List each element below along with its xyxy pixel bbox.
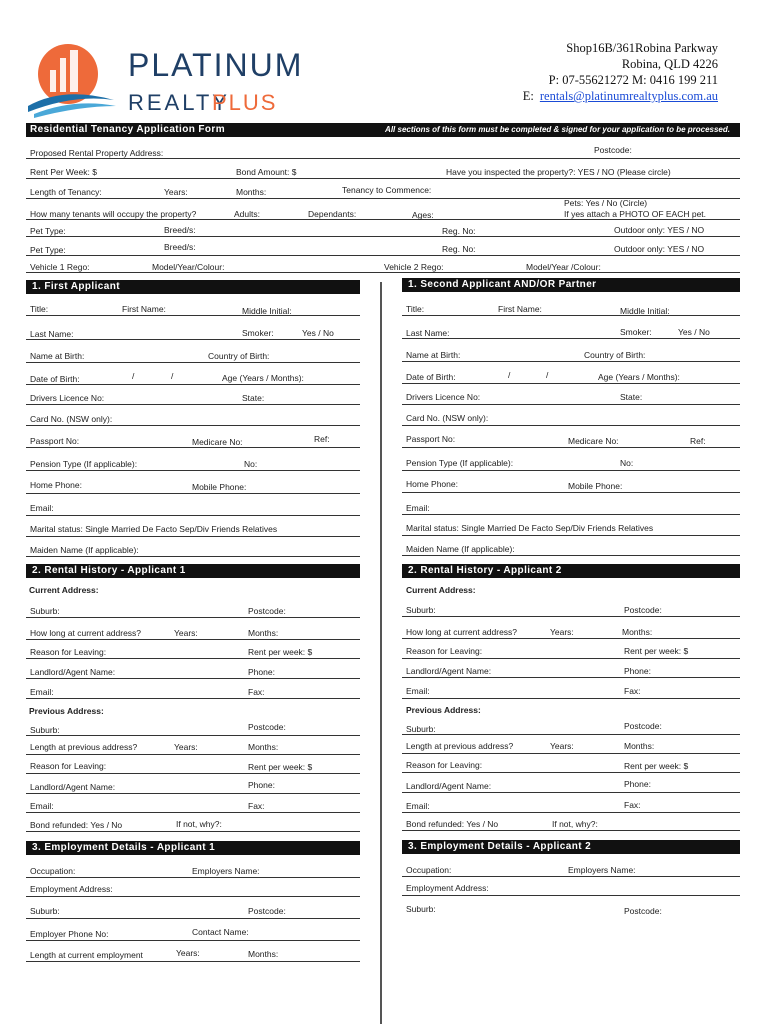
a2-medicare-label: Medicare No: — [568, 436, 619, 446]
a2-home-phone-label: Home Phone: — [406, 479, 458, 489]
a2-dob-slash: / — [508, 370, 511, 380]
a1-first-name-label: First Name: — [122, 304, 166, 314]
tenants-label: How many tenants will occupy the property? — [30, 209, 197, 219]
a1-email-label: Email: — [30, 503, 54, 513]
r1-prev-email-row[interactable] — [26, 799, 360, 813]
r1-email-row[interactable] — [26, 685, 360, 699]
e1-occupation-label: Occupation: — [30, 866, 76, 876]
r2-reason-row[interactable] — [402, 645, 740, 659]
r2-prev-years-label: Years: — [550, 741, 574, 751]
a2-state-label: State: — [620, 392, 643, 402]
a1-name-row[interactable] — [26, 302, 360, 316]
r1-prev-reason-label: Reason for Leaving: — [30, 761, 107, 771]
employment-1-heading — [26, 841, 360, 855]
a1-last-name-row[interactable] — [26, 326, 360, 340]
r2-prev-fax-label: Fax: — [624, 800, 641, 810]
r1-agent-row[interactable] — [26, 665, 360, 679]
a2-licence-row[interactable] — [402, 391, 740, 405]
r1-years-label: Years: — [174, 628, 198, 638]
property-postcode-label: Postcode: — [594, 145, 632, 155]
commence-label: Tenancy to Commence: — [342, 185, 432, 195]
r1-prev-length-row[interactable] — [26, 741, 360, 755]
breeds-label: Breed/s: — [164, 225, 196, 235]
a2-smoker-yes-no: Yes / No — [678, 327, 710, 337]
dependants-label: Dependants: — [308, 209, 357, 219]
r2-prev-suburb-row[interactable] — [402, 721, 740, 735]
r1-prev-months-label: Months: — [248, 742, 279, 752]
address-line-2: Robina, QLD 4226 — [621, 57, 718, 71]
rental-history-1-heading — [26, 564, 360, 578]
a1-licence-label: Drivers Licence No: — [30, 393, 105, 403]
e1-length-row[interactable] — [26, 948, 360, 962]
first-applicant-heading — [26, 280, 360, 294]
inspected-label: Have you inspected the property?: YES / NO (Please circle) — [446, 167, 671, 177]
address-line-1: Shop16B/361Robina Parkway — [566, 41, 718, 55]
r1-phone-label: Phone: — [248, 667, 275, 677]
e2-employer-label: Employers Name: — [568, 865, 636, 875]
a2-phone-row[interactable] — [402, 479, 740, 493]
vehicle1-label: Vehicle 1 Rego: — [30, 262, 90, 272]
a2-passport-row[interactable] — [402, 434, 740, 448]
employment-2-title: 3. Employment Details - Applicant 2 — [408, 841, 592, 852]
reg-no-label: Reg. No: — [442, 244, 476, 254]
r1-how-long-row[interactable] — [26, 626, 360, 640]
a1-smoker-yes-no: Yes / No — [302, 328, 334, 338]
reg-no-label: Reg. No: — [442, 226, 476, 236]
r2-why-label: If not, why?: — [552, 819, 598, 829]
rental-history-1-title: 2. Rental History - Applicant 1 — [32, 565, 186, 576]
contact-block — [523, 40, 718, 104]
r1-suburb-row[interactable] — [26, 604, 360, 618]
r2-years-label: Years: — [550, 627, 574, 637]
a2-card-row[interactable] — [402, 412, 740, 426]
pet-1-row[interactable] — [26, 223, 740, 237]
r2-bond-row[interactable] — [402, 817, 740, 831]
e1-address-label: Employment Address: — [30, 884, 113, 894]
r1-suburb-label: Suburb: — [30, 606, 60, 616]
a2-ref-label: Ref: — [690, 436, 706, 446]
r2-agent-row[interactable] — [402, 664, 740, 678]
r2-prev-postcode-label: Postcode: — [624, 721, 662, 731]
r1-prev-agent-row[interactable] — [26, 780, 360, 794]
months-label: Months: — [236, 187, 267, 197]
r2-bond-label: Bond refunded: Yes / No — [406, 819, 499, 829]
a2-email-label: Email: — [406, 503, 430, 513]
a2-last-name-row[interactable] — [402, 325, 740, 339]
vehicle-row[interactable] — [26, 259, 740, 273]
column-divider — [380, 282, 382, 1024]
e1-suburb-row[interactable] — [26, 905, 360, 919]
r2-suburb-label: Suburb: — [406, 605, 436, 615]
logo-word-realty: REALTY — [128, 90, 230, 115]
property-address-label: Proposed Rental Property Address: — [30, 148, 164, 158]
a2-maiden-row[interactable] — [402, 542, 740, 556]
a1-birth-name-label: Name at Birth: — [30, 351, 85, 361]
a1-pension-label: Pension Type (If applicable): — [30, 459, 138, 469]
r2-postcode-label: Postcode: — [624, 605, 662, 615]
a2-title-label: Title: — [406, 304, 425, 314]
a1-phone-row[interactable] — [26, 480, 360, 494]
a2-dob-slash: / — [546, 370, 549, 380]
adults-label: Adults: — [234, 209, 260, 219]
a1-country-label: Country of Birth: — [208, 351, 270, 361]
r2-prev-months-label: Months: — [624, 741, 655, 751]
r2-how-long-row[interactable] — [402, 625, 740, 639]
r1-prev-fax-label: Fax: — [248, 801, 265, 811]
r2-previous-address-heading: Previous Address: — [406, 705, 481, 715]
r1-prev-phone-label: Phone: — [248, 780, 275, 790]
rental-history-2-title: 2. Rental History - Applicant 2 — [408, 565, 562, 576]
a1-pension-row[interactable] — [26, 457, 360, 471]
a1-pension-no-label: No: — [244, 459, 258, 469]
a1-title-label: Title: — [30, 304, 49, 314]
r2-rent-label: Rent per week: $ — [624, 646, 689, 656]
r1-fax-label: Fax: — [248, 687, 265, 697]
r1-postcode-label: Postcode: — [248, 606, 286, 616]
a2-middle-label: Middle Initial: — [620, 306, 670, 316]
tenants-row[interactable] — [26, 198, 740, 220]
a1-card-row[interactable] — [26, 412, 360, 426]
a1-dob-row[interactable] — [26, 371, 360, 385]
rent-label: Rent Per Week: $ — [30, 167, 97, 177]
r2-prev-email-label: Email: — [406, 801, 430, 811]
r1-previous-address-heading: Previous Address: — [29, 706, 104, 716]
a1-home-phone-label: Home Phone: — [30, 480, 82, 490]
r2-prev-agent-label: Landlord/Agent Name: — [406, 781, 492, 791]
r2-prev-reason-row[interactable] — [402, 759, 740, 773]
r2-reason-label: Reason for Leaving: — [406, 646, 483, 656]
e1-phone-row[interactable] — [26, 927, 360, 941]
ages-label: Ages: — [412, 210, 434, 220]
r1-prev-suburb-row[interactable] — [26, 722, 360, 736]
a2-last-name-label: Last Name: — [406, 328, 450, 338]
platinum-realty-logo — [24, 40, 304, 122]
a2-dob-row[interactable] — [402, 370, 740, 384]
second-applicant-heading — [402, 278, 740, 292]
a1-passport-label: Passport No: — [30, 436, 80, 446]
a2-pension-row[interactable] — [402, 457, 740, 471]
e2-address-row[interactable] — [402, 882, 740, 896]
r2-prev-agent-row[interactable] — [402, 779, 740, 793]
phone-line: P: 07-55621272 M: 0416 199 211 — [548, 73, 718, 87]
rent-bond-row[interactable] — [26, 165, 740, 179]
r2-prev-length-label: Length at previous address? — [406, 741, 514, 751]
a2-maiden-label: Maiden Name (If applicable): — [406, 544, 515, 554]
r2-prev-reason-label: Reason for Leaving: — [406, 760, 483, 770]
a2-marital-label: Marital status: Single Married De Facto Sep/Div Friends Relatives — [406, 523, 654, 533]
a2-licence-label: Drivers Licence No: — [406, 392, 481, 402]
a1-mobile-label: Mobile Phone: — [192, 482, 247, 492]
e1-employer-label: Employers Name: — [192, 866, 260, 876]
a1-email-row[interactable] — [26, 502, 360, 516]
email-link[interactable]: rentals@platinumrealtyplus.com.au — [539, 89, 718, 103]
r2-current-address-heading: Current Address: — [406, 585, 476, 595]
r1-prev-reason-row[interactable] — [26, 760, 360, 774]
a1-dob-slash: / — [171, 371, 174, 381]
form-title: Residential Tenancy Application Form — [30, 124, 225, 135]
r1-why-label: If not, why?: — [176, 819, 222, 829]
r2-prev-phone-label: Phone: — [624, 779, 651, 789]
e2-occupation-row[interactable] — [402, 863, 740, 877]
a1-medicare-label: Medicare No: — [192, 437, 243, 447]
a2-passport-label: Passport No: — [406, 434, 456, 444]
a2-birth-name-label: Name at Birth: — [406, 350, 461, 360]
r1-reason-row[interactable] — [26, 645, 360, 659]
pet-2-row[interactable] — [26, 242, 740, 256]
r1-prev-rent-label: Rent per week: $ — [248, 762, 313, 772]
r2-months-label: Months: — [622, 627, 653, 637]
logo-word-plus: PLUS — [212, 90, 278, 115]
tenancy-length-row[interactable] — [26, 185, 740, 199]
a2-email-row[interactable] — [402, 501, 740, 515]
r1-how-long-label: How long at current address? — [30, 628, 142, 638]
e1-length-label: Length at current employment — [30, 950, 143, 960]
form-title-bar — [26, 123, 740, 137]
a1-smoker-label: Smoker: — [242, 328, 274, 338]
a1-maiden-row[interactable] — [26, 543, 360, 557]
a1-age-label: Age (Years / Months): — [222, 373, 304, 383]
e1-suburb-label: Suburb: — [30, 906, 60, 916]
a1-passport-row[interactable] — [26, 434, 360, 448]
a2-marital-row[interactable] — [402, 522, 740, 536]
e1-phone-label: Employer Phone No: — [30, 929, 109, 939]
a1-dob-slash: / — [132, 371, 135, 381]
r1-reason-label: Reason for Leaving: — [30, 647, 107, 657]
email-line — [523, 88, 718, 104]
r1-rent-label: Rent per week: $ — [248, 647, 313, 657]
a1-card-label: Card No. (NSW only): — [30, 414, 113, 424]
a1-birth-row[interactable] — [26, 349, 360, 363]
pets-label: Pets: Yes / No (Circle) — [564, 198, 648, 208]
email-label: E: — [522, 89, 534, 103]
r1-agent-label: Landlord/Agent Name: — [30, 667, 116, 677]
r2-phone-label: Phone: — [624, 666, 651, 676]
r2-how-long-label: How long at current address? — [406, 627, 518, 637]
breeds-label: Breed/s: — [164, 242, 196, 252]
e1-years-label: Years: — [176, 948, 200, 958]
outdoor-label: Outdoor only: YES / NO — [614, 225, 705, 235]
a1-marital-label: Marital status: Single Married De Facto Sep/Div Friends Relatives — [30, 524, 278, 534]
form-note: All sections of this form must be completed & signed for your application to be processed. — [385, 125, 730, 134]
e2-suburb-label: Suburb: — [406, 904, 436, 914]
pets-photo-label: If yes attach a PHOTO OF EACH pet. — [564, 209, 707, 219]
a2-smoker-label: Smoker: — [620, 327, 652, 337]
a2-mobile-label: Mobile Phone: — [568, 481, 623, 491]
r1-email-label: Email: — [30, 687, 54, 697]
a1-last-name-label: Last Name: — [30, 329, 74, 339]
a1-dob-label: Date of Birth: — [30, 374, 80, 384]
vehicle2-label: Vehicle 2 Rego: — [384, 262, 444, 272]
e2-address-label: Employment Address: — [406, 883, 489, 893]
a1-marital-row[interactable] — [26, 523, 360, 537]
r2-agent-label: Landlord/Agent Name: — [406, 666, 492, 676]
bond-label: Bond Amount: $ — [236, 167, 297, 177]
e1-address-row[interactable] — [26, 883, 360, 897]
property-address-field[interactable] — [26, 145, 740, 159]
pet-type-label: Pet Type: — [30, 226, 66, 236]
model2-label: Model/Year /Colour: — [526, 262, 601, 272]
a2-first-name-label: First Name: — [498, 304, 542, 314]
a2-pension-label: Pension Type (If applicable): — [406, 458, 514, 468]
e2-postcode-label: Postcode: — [624, 906, 662, 916]
a2-birth-row[interactable] — [402, 348, 740, 362]
r2-prev-length-row[interactable] — [402, 740, 740, 754]
r2-prev-rent-label: Rent per week: $ — [624, 761, 689, 771]
r1-prev-suburb-label: Suburb: — [30, 725, 60, 735]
employment-1-title: 3. Employment Details - Applicant 1 — [32, 842, 216, 853]
r2-prev-email-row[interactable] — [402, 799, 740, 813]
r2-prev-suburb-label: Suburb: — [406, 724, 436, 734]
e1-postcode-label: Postcode: — [248, 906, 286, 916]
r2-suburb-row[interactable] — [402, 603, 740, 617]
r1-prev-agent-label: Landlord/Agent Name: — [30, 782, 116, 792]
length-label: Length of Tenancy: — [30, 187, 102, 197]
a2-country-label: Country of Birth: — [584, 350, 646, 360]
a1-middle-label: Middle Initial: — [242, 306, 292, 316]
r2-email-label: Email: — [406, 686, 430, 696]
r1-current-address-heading: Current Address: — [29, 585, 99, 595]
first-applicant-title: 1. First Applicant — [32, 281, 120, 292]
a1-ref-label: Ref: — [314, 434, 330, 444]
pet-type-label: Pet Type: — [30, 245, 66, 255]
a2-name-row[interactable] — [402, 302, 740, 316]
rental-history-2-heading — [402, 564, 740, 578]
logo-word-platinum: PLATINUM — [128, 47, 304, 83]
a2-dob-label: Date of Birth: — [406, 372, 456, 382]
e1-months-label: Months: — [248, 949, 279, 959]
r1-prev-years-label: Years: — [174, 742, 198, 752]
r2-fax-label: Fax: — [624, 686, 641, 696]
outdoor-label: Outdoor only: YES / NO — [614, 244, 705, 254]
r1-bond-label: Bond refunded: Yes / No — [30, 820, 123, 830]
a2-age-label: Age (Years / Months): — [598, 372, 680, 382]
a1-state-label: State: — [242, 393, 265, 403]
second-applicant-title: 1. Second Applicant AND/OR Partner — [408, 279, 597, 290]
e2-occupation-label: Occupation: — [406, 865, 452, 875]
r1-months-label: Months: — [248, 628, 279, 638]
a2-pension-no-label: No: — [620, 458, 634, 468]
r1-prev-postcode-label: Postcode: — [248, 722, 286, 732]
e1-occupation-row[interactable] — [26, 864, 360, 878]
a2-card-label: Card No. (NSW only): — [406, 413, 489, 423]
r2-email-row[interactable] — [402, 685, 740, 699]
a1-maiden-label: Maiden Name (If applicable): — [30, 545, 139, 555]
r1-prev-email-label: Email: — [30, 801, 54, 811]
r1-prev-length-label: Length at previous address? — [30, 742, 138, 752]
employment-2-heading — [402, 840, 740, 854]
e1-contact-label: Contact Name: — [192, 927, 249, 937]
a1-licence-row[interactable] — [26, 391, 360, 405]
years-label: Years: — [164, 187, 188, 197]
model1-label: Model/Year/Colour: — [152, 262, 225, 272]
r1-bond-row[interactable] — [26, 818, 360, 832]
